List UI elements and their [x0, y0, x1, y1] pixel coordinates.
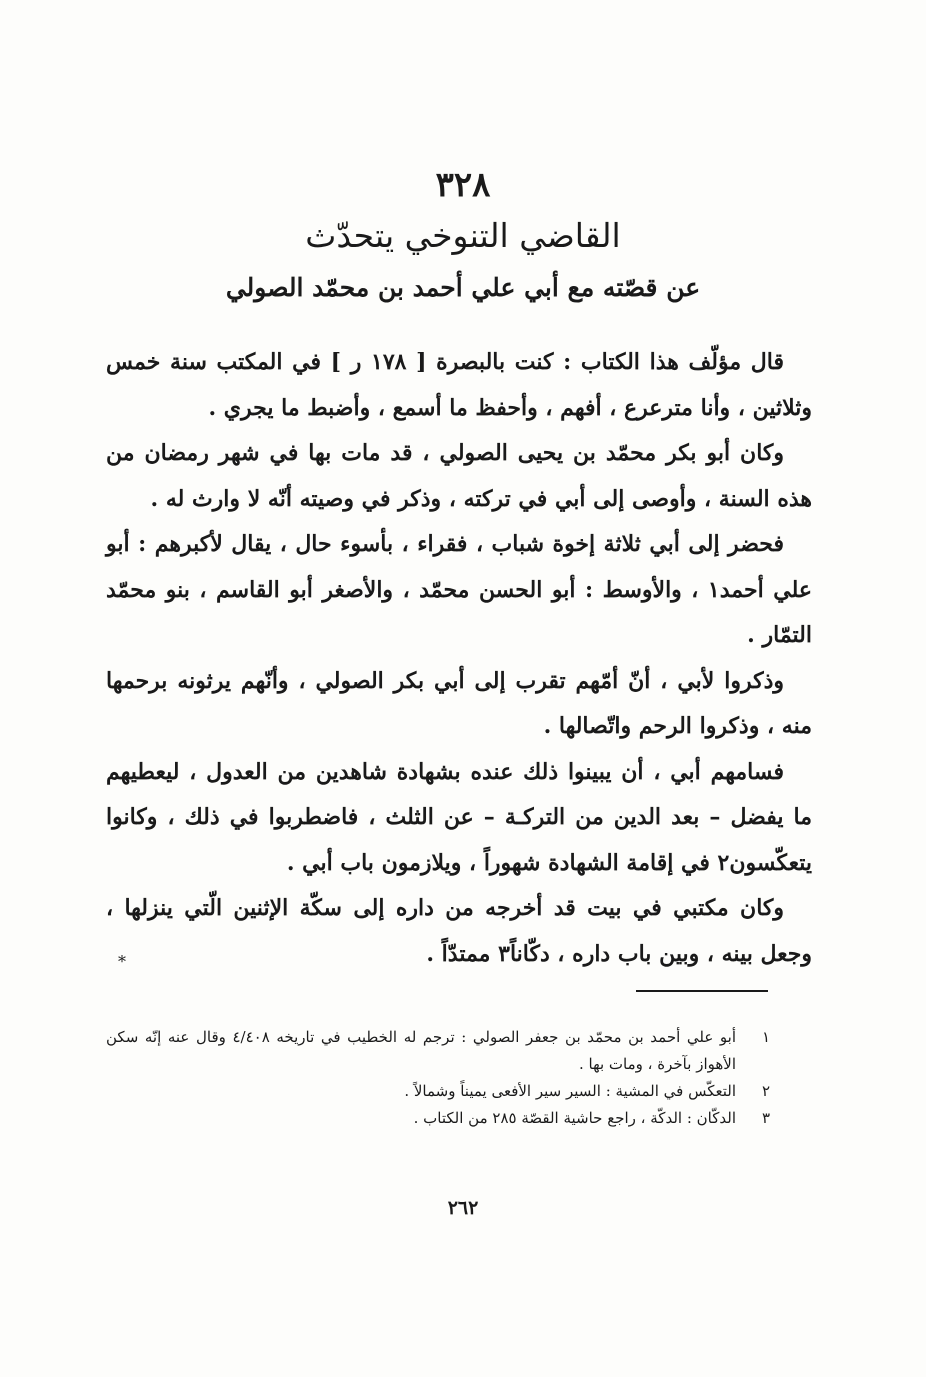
footnote-text: أبو علي أحمد بن محمّد بن جعفر الصولي : ترجم له الخطيب في تاريخه ٤/٤٠٨ وقال عنه إنّه سكن الأهواز بآخرة ، ومات بها .: [106, 1028, 736, 1073]
paragraph-6: وكان مكتبي في بيت قد أخرجه من داره إلى سكّة الإثنين الّتي ينزلها ، وجعل بينه ، وبين باب داره ، دكّاناً٣ ممتدّاً .: [106, 895, 812, 967]
footnotes: [106, 1024, 770, 1132]
footnote-text: الدكّان : الدكّة ، راجع حاشية القصّة ٢٨٥ من الكتاب .: [413, 1109, 736, 1127]
footnote-divider: [636, 990, 768, 992]
chapter-subtitle: عن قصّته مع أبي علي أحمد بن محمّد الصولي: [225, 273, 701, 302]
footnote-1: [106, 1024, 770, 1078]
paragraph-1: قال مؤلّف هذا الكتاب : كنت بالبصرة [ ١٧٨ ر ] في المكتب سنة خمس وثلاثين ، وأنا مترعرع ، أفهم ، وأحفظ ما أسمع ، وأضبط ما يجري .: [106, 349, 812, 421]
story-number: ٣٢٨: [435, 165, 491, 205]
footnote-number: ١: [761, 1028, 770, 1046]
paragraph-5: فسامهم أبي ، أن يبينوا ذلك عنده بشهادة شاهدين من العدول ، ليعطيهم ما يفضل – بعد الدين من التركـة – عن الثلث ، فاضطربوا في ذلك ، وكانوا يتعكّسون٢ في إقامة الشهادة شهوراً ، ويلازمون باب أبي .: [106, 758, 812, 876]
paragraph-2: وكان أبو بكر محمّد بن يحيى الصولي ، قد مات بها في شهر رمضان من هذه السنة ، وأوصى إلى أبي في تركته ، وذكر في وصيته أنّه لا وارث له .: [106, 440, 812, 512]
footnote-2: [106, 1078, 770, 1105]
paragraph-4: وذكروا لأبي ، أنّ أمّهم تقرب إلى أبي بكر الصولي ، وأنّهم يرثونه برحمها منه ، وذكروا الرحم واتّصالها .: [106, 667, 812, 739]
body-text: [106, 340, 812, 977]
footnote-number: ٢: [761, 1082, 770, 1100]
footnote-text: التعكّس في المشية : السير سير الأفعى يميناً وشمالاً .: [404, 1082, 736, 1100]
paragraph-3: فحضر إلى أبي ثلاثة إخوة شباب ، فقراء ، بأسوء حال ، يقال لأكبرهم : أبو علي أحمد١ ، والأوسط : أبو الحسن محمّد ، والأصغر أبو القاسم ، بنو محمّد التمّار .: [106, 531, 812, 648]
chapter-title: القاضي التنوخي يتحدّث: [305, 216, 621, 255]
page-number: ٢٦٢: [447, 1197, 479, 1219]
footnote-3: [106, 1105, 770, 1132]
section-end-mark: *: [118, 952, 126, 971]
footnote-number: ٣: [761, 1109, 770, 1127]
